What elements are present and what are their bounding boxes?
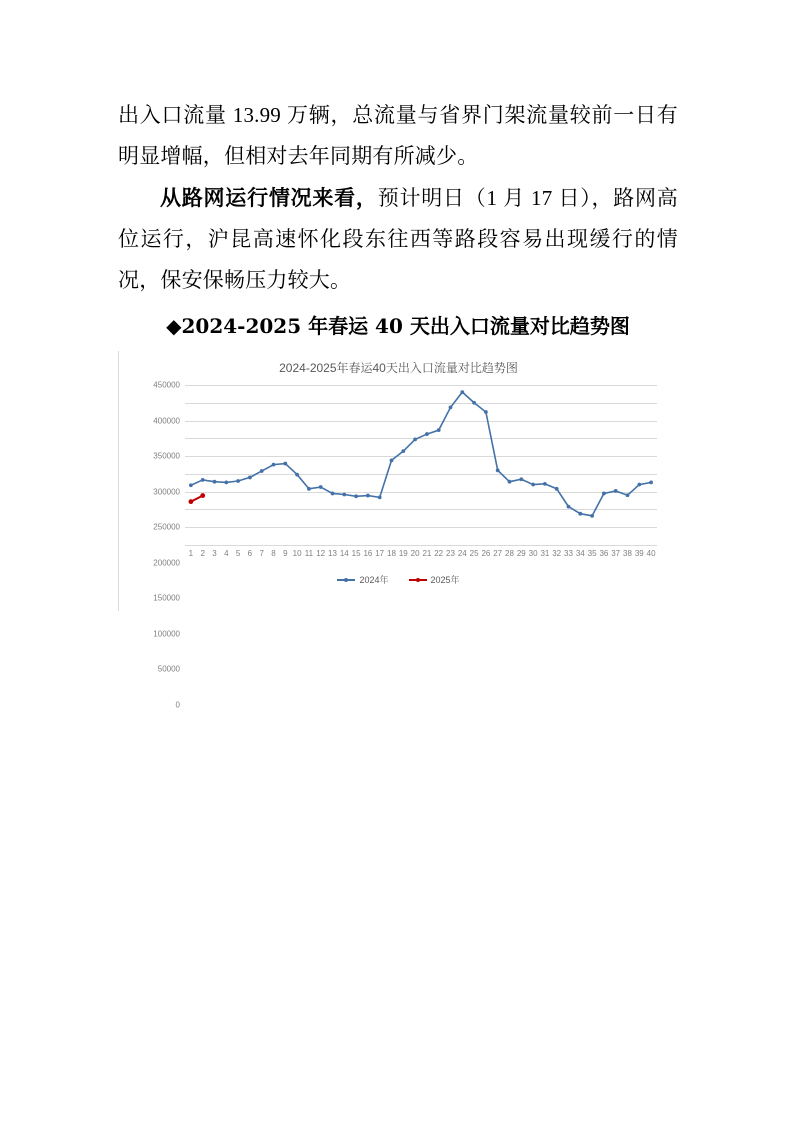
chart-legend-item[interactable] [409,573,460,586]
chart-x-tick-label: 18 [387,549,396,558]
chart-data-point [637,483,641,487]
chart-data-point [508,480,512,484]
chart-x-tick-label: 24 [457,549,467,558]
chart-data-point [519,477,523,481]
chart-x-tick-label: 40 [646,549,656,558]
chart-data-point [590,514,594,518]
chart-x-tick-label: 33 [564,549,573,558]
chart-y-tick-label: 150000 [153,593,180,603]
chart-data-point [342,493,346,497]
chart-data-point [401,449,405,453]
chart-y-tick-label: 0 [175,700,180,710]
chart-data-point [484,410,488,414]
chart-x-tick-label: 32 [552,549,562,558]
chart-x-tick-label: 13 [328,549,337,558]
chart-data-point [413,438,417,442]
chart-x-tick-label: 7 [259,549,264,558]
chart-x-tick-label: 27 [493,549,503,558]
chart-y-tick-label: 400000 [153,416,180,426]
chart-x-tick-label: 19 [398,549,408,558]
chart-y-tick-label: 450000 [153,380,180,390]
chart-data-point [425,432,429,436]
chart-data-point [543,482,547,486]
chart-data-point [626,493,630,497]
chart-data-point [331,492,335,496]
chart-x-tick-label: 3 [212,549,217,558]
chart-x-tick-label: 34 [575,549,585,558]
chart-data-point [472,401,476,405]
chart-legend-swatch [337,579,355,581]
chart-data-point [248,476,252,480]
chart-x-tick-label: 36 [599,549,609,558]
chart-x-tick-label: 21 [422,549,432,558]
chart-data-point [614,489,618,493]
chart-x-tick-label: 23 [446,549,455,558]
chart-data-point [449,406,453,410]
chart-data-point [236,479,240,483]
chart-x-tick-label: 12 [316,549,326,558]
chart-figure [118,351,678,710]
document-body [118,95,678,710]
chart-x-tick-label: 38 [623,549,632,558]
chart-x-tick-label: 10 [292,549,302,558]
chart-data-point [390,458,394,462]
chart-data-point [531,483,535,487]
chart-x-tick-label: 16 [363,549,373,558]
chart-data-point [496,468,500,472]
chart-x-tick-labels [185,549,657,563]
paragraph-2-text: 预计明日（1 月 17 日），路网高位运行，沪昆高速怀化段东往西等路段容易出现缓行的情况，保安保畅压力较大。 [118,186,678,292]
chart-x-tick-label: 28 [505,549,514,558]
chart-x-tick-label: 25 [469,549,479,558]
chart-data-point [201,478,205,482]
chart-legend-label: 2025年 [430,575,460,585]
chart-x-tick-label: 6 [247,549,253,558]
chart-data-point [272,463,276,467]
paragraph-2-lead: 从路网运行情况来看， [160,185,378,210]
chart-x-tick-label: 1 [188,549,194,558]
paragraph-2 [118,177,678,301]
chart-data-point [602,492,606,496]
chart-x-tick-label: 15 [351,549,361,558]
paragraph-1: 出入口流量 13.99 万辆，总流量与省界门架流量较前一日有明显增幅，但相对去年同期有所减少。 [118,103,678,168]
chart-x-tick-label: 20 [410,549,420,558]
chart-legend-swatch [409,579,427,581]
chart-x-tick-label: 26 [481,549,491,558]
chart-x-tick-label: 22 [434,549,444,558]
chart-x-tick-label: 4 [224,549,229,558]
chart-x-tick-label: 17 [375,549,385,558]
chart-y-tick-label: 250000 [153,522,180,532]
chart-data-point [378,495,382,499]
chart-data-point [567,505,571,509]
chart-data-point [283,462,287,466]
chart-x-tick-label: 30 [528,549,538,558]
chart-data-point [224,481,228,485]
chart-data-point [649,481,653,485]
chart-legend [119,573,678,586]
chart-x-tick-label: 2 [200,549,205,558]
chart-x-tick-label: 39 [634,549,644,558]
chart-x-tick-label: 5 [235,549,241,558]
chart-y-tick-label: 100000 [153,629,180,639]
chart-data-point [354,494,358,498]
chart-x-tick-label: 37 [611,549,621,558]
chart-data-point [307,487,311,491]
chart-legend-label: 2024年 [359,575,389,585]
chart-y-tick-label: 350000 [153,451,180,461]
chart-data-point [460,390,464,394]
chart-x-tick-label: 29 [516,549,526,558]
chart-x-tick-label: 35 [587,549,597,558]
chart-data-point [366,494,370,498]
chart-data-point [189,483,193,487]
chart-x-tick-label: 8 [271,549,276,558]
chart-series-line [191,392,651,516]
chart-data-point [189,499,194,504]
chart-x-tick-label: 9 [283,549,288,558]
chart-x-tick-label: 11 [304,549,314,558]
chart-x-tick-label: 14 [339,549,349,558]
chart-y-tick-label: 200000 [153,558,180,568]
chart-x-axis [185,545,657,546]
chart-title: 2024-2025年春运40天出入口流量对比趋势图 [279,361,518,375]
chart-data-point [213,480,217,484]
chart-data-point [319,485,323,489]
chart-heading: ◆2024-2025 年春运 40 天出入口流量对比趋势图 [166,314,630,338]
chart-series-layer [185,385,657,545]
chart-data-point [555,487,559,491]
chart-data-point [578,512,582,516]
chart-y-tick-label: 300000 [153,487,180,497]
chart-data-point [295,473,299,477]
chart-legend-item[interactable] [337,573,388,586]
chart-data-point [260,469,264,473]
chart-data-point [437,428,441,432]
chart-x-tick-label: 31 [540,549,550,558]
chart-data-point [200,493,205,498]
chart-y-tick-label: 50000 [157,664,180,674]
